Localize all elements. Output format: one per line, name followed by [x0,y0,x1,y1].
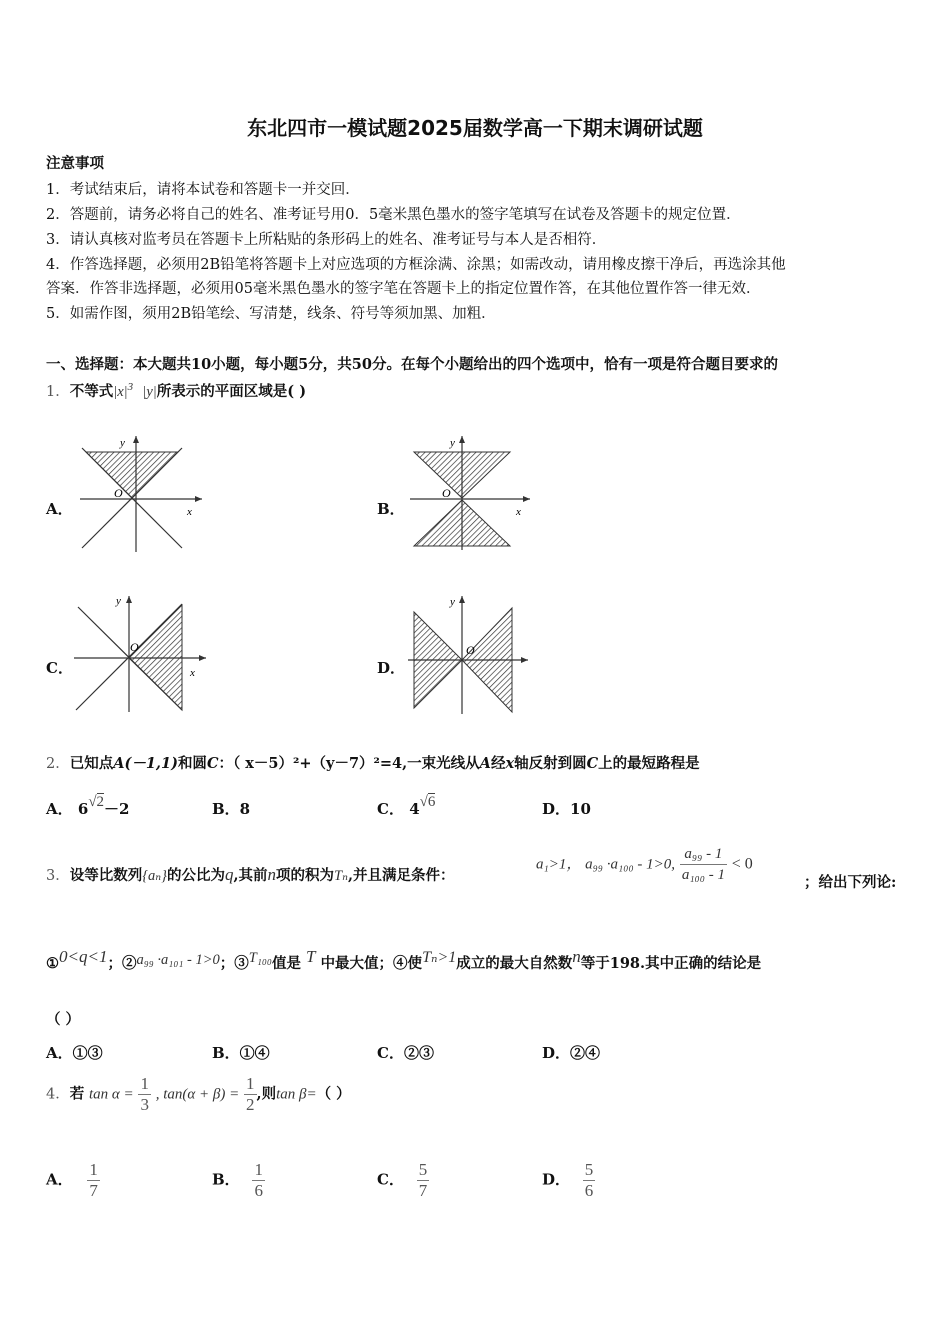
q4-fraction [138,1074,151,1115]
option-value: 6 [77,800,89,818]
q3-text: ,其前 [233,867,268,884]
q2-text: 上的最短路程是 [598,755,700,772]
note-item: 1．考试结束后，请将本试卷和答题卡一并交回． [46,182,360,198]
figure-b [410,436,530,550]
q3-math: q [224,865,234,884]
q3-statements [46,947,762,973]
option-value: 7 [418,1181,428,1200]
q3-math: a₉₉ - 1 [684,846,723,862]
q3-math: T₁₀₀ [248,950,272,966]
question-3 [46,864,455,885]
q2-text: ：（ x－5）²+（y－7）²=4,一束光线从 [218,755,480,772]
q3-option-c[interactable]: C．②③ [377,1044,434,1062]
q1-text: 所表示的平面区域是( ) [156,383,307,400]
page-title: 东北四市一模试题2025届数学高一下期末调研试题 [247,116,703,140]
q2-text: 和圆 [177,755,207,772]
q1-option-c[interactable]: C． [46,659,73,677]
option-value: 4 [409,800,420,818]
q2-text: 已知点 [69,755,114,772]
axis-x-label: x [190,667,195,679]
q3-condition [536,844,753,885]
option-value: 6 [254,1181,263,1200]
q2-math: x [505,755,515,772]
q3-text: 中最大值；④使 [320,955,423,972]
option-value: 6 [427,794,436,810]
note-item: 5．如需作图，须用2B铅笔绘、写清楚，线条、符号等须加黑、加粗． [46,306,496,322]
option-fraction [87,1160,100,1201]
q3-answer-paren: （ ） [46,1011,81,1028]
q3-text: ；③ [219,955,249,972]
q3-math: < 0 [731,855,753,873]
q3-text: 项的积为 [276,867,335,884]
q4-option-a[interactable] [46,1160,100,1201]
q3-option-a[interactable]: A．①③ [46,1044,103,1062]
q3-option-b[interactable]: B．①④ [212,1044,270,1062]
notes-heading: 注意事项 [46,155,104,172]
q3-text: 值是 [271,955,301,972]
q2-math: A [479,755,491,772]
q4-option-b[interactable] [212,1160,265,1201]
question-number: 3． [46,868,70,884]
option-value: －2 [104,800,130,818]
figure-a [80,436,202,552]
q1-text: 不等式 [69,383,114,400]
axis-x-label: x [187,506,192,518]
q4-math: tan β= [276,1086,317,1103]
note-item: 2．答题前，请务必将自己的姓名、准考证号用0．5毫米黑色墨水的签字笔填写在试卷及答题卡的规定位置． [46,207,741,223]
q4-text: 若 [69,1085,85,1103]
q3-math: a₁>1， a₉₉ ·a₁₀₀ - 1>0, [536,856,676,873]
q3-fraction [680,844,727,885]
q3-text: 等于198.其中正确的结论是 [580,955,762,972]
q1-option-b[interactable]: B． [377,500,405,518]
option-value: 1 [89,1160,98,1179]
q4-math: 2 [246,1095,255,1114]
option-value: 2 [96,794,105,810]
option-label: B． [212,1170,240,1189]
question-number: 2． [46,756,70,772]
axis-y-label: y [116,595,121,607]
q2-option-a[interactable]: A． 6√2－2 [46,794,130,818]
q2-math: C [206,755,219,772]
q4-math: 3 [140,1095,149,1114]
q4-option-c[interactable] [377,1160,429,1201]
note-item: 4．作答选择题，必须用2B铅笔将答题卡上对应选项的方框涂满、涂黑；如需改动，请用橡皮擦干净后，再选涂其他 [46,257,786,273]
q4-math: 1 [140,1074,149,1093]
option-value: 5 [584,1160,594,1179]
note-item: 3．请认真核对监考员在答题卡上所粘贴的条形码上的姓名、准考证号与本人是否相符． [46,232,607,248]
q3-math: n [572,947,581,966]
option-fraction [417,1160,430,1201]
q1-option-d[interactable]: D． [377,659,406,677]
figure-d [408,596,528,714]
q3-text: 设等比数列 [69,867,143,884]
q3-option-d[interactable]: D．②④ [542,1044,601,1062]
q4-math: tan α = [89,1086,134,1103]
q3-math: a₉₉ ·a₁₀₁ - 1>0 [136,952,220,968]
option-fraction [583,1160,596,1201]
q4-text: （ ） [316,1085,351,1103]
q4-text: ,则 [256,1085,277,1103]
q3-text: 成立的最大自然数 [456,955,573,972]
q4-math: , tan(α + β) = [155,1086,240,1103]
option-label: A． [46,1170,73,1189]
axis-y-label: y [120,437,125,449]
option-label: C． [377,800,404,818]
q4-option-d[interactable] [542,1160,595,1201]
q4-fraction [244,1074,257,1115]
option-label: C． [377,1170,404,1189]
option-label: D． [542,1170,571,1189]
q2-text: 经 [490,755,506,772]
option-value: 1 [254,1160,263,1179]
q3-text: ,并且满足条件： [347,867,455,884]
q2-option-b[interactable]: B．8 [212,800,251,818]
axis-y-label: y [450,596,455,608]
q3-math: T [306,947,316,966]
option-value: 7 [89,1181,98,1200]
q3-math: a₁₀₀ - 1 [680,864,727,885]
q2-option-d[interactable]: D．10 [542,800,591,818]
q1-option-a[interactable]: A． [46,500,73,518]
section-heading: 一、选择题：本大题共10小题，每小题5分，共50分。在每个小题给出的四个选项中，恰有一项是符合题目要求的 [46,356,778,373]
note-item: 答案．作答非选择题，必须用05毫米黑色墨水的签字笔在答题卡上的指定位置作答，在其他位置作答一律无效． [46,281,761,297]
q3-math: Tₙ [334,868,348,884]
q2-option-c[interactable]: C． 4√6 [377,794,436,818]
q4-math: 1 [246,1074,255,1093]
q3-math: Tₙ>1 [422,949,457,966]
q3-text: ① [46,955,59,972]
option-value: 5 [418,1160,428,1179]
origin-label: O [442,486,451,500]
origin-label: O [130,640,139,654]
option-value: 6 [584,1181,594,1200]
q3-text: ；给出下列论: [804,874,897,891]
question-number: 1． [46,384,70,400]
q3-text: 的公比为 [166,867,225,884]
question-2 [46,752,700,773]
question-4 [46,1074,351,1115]
origin-label: O [114,486,123,500]
q3-math: 0<q<1 [59,947,108,966]
q2-text: 轴反射到圆 [514,755,587,772]
q1-math: |y| [142,384,157,400]
figure-c [74,595,206,712]
q2-math: A(－1,1) [113,755,178,772]
axis-y-label: y [450,437,455,449]
question-number: 4． [46,1086,70,1103]
option-fraction [252,1160,265,1201]
q1-math: 3 [127,381,134,394]
q2-math: C [586,755,599,772]
q3-math: {aₙ} [142,868,167,884]
origin-label: O [466,643,475,657]
q3-text: ；② [107,955,137,972]
q1-math: |x| [113,384,128,400]
q3-math: n [267,865,277,884]
option-label: A． [46,800,73,818]
axis-x-label: x [516,506,521,518]
